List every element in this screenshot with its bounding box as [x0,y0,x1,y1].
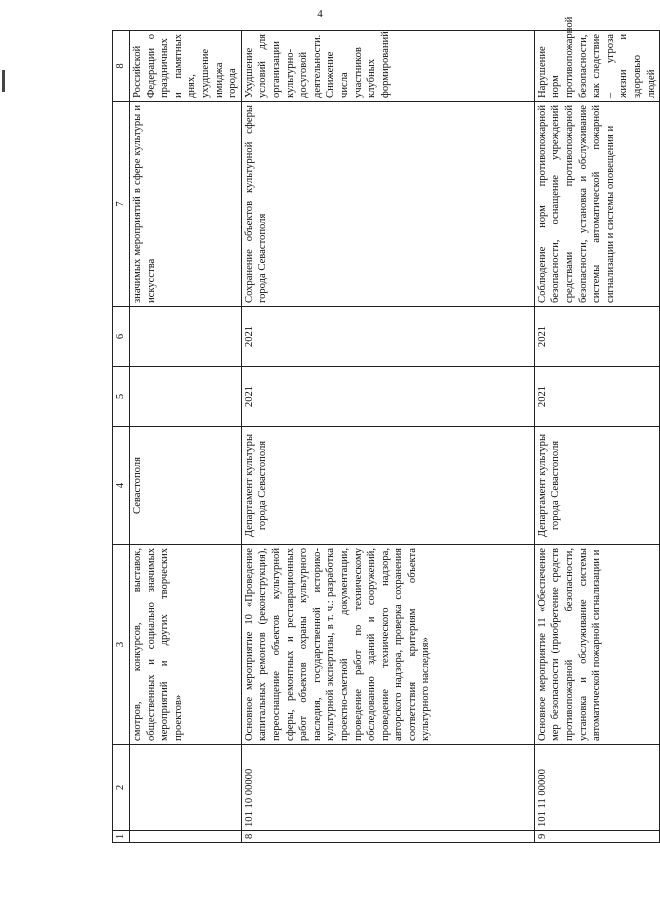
executor: Севастополя [130,427,242,545]
start-year: 2021 [534,367,659,427]
column-header-2: 2 [113,745,130,831]
end-year: 2021 [241,307,534,367]
column-header-7: 7 [113,102,130,307]
expected-result: Соблюдение норм противопожарной безопасности, оснащение учреждений средствами противопожарной безопасности, установка и обслуживание системы автоматической пожарной сигнализации и системы оповещения и [534,102,659,307]
event-description: Основное мероприятие 10 «Проведение капитальных ремонтов (реконструкция), переоснащение объектов культурной сферы, ремонтных и реставрационных работ объектов охраны культурного наследия, государственной историко-культурной экспертизы, в т. ч.: разработка проектно-сметной документации, проведение работ по техническому обследованию зданий и сооружений, проведение технического надзора, авторского надзора, проверка сохранения соответствия критериям объекта культурного наследия» [241,545,534,745]
event-description: смотров, конкурсов, выставок, общественных и социально значимых мероприятий и других творческих проектов» [130,545,242,745]
budget-code: 101 11 00000 [534,745,659,831]
scan-edge-mark [2,70,5,92]
table-row [130,31,242,843]
rotated-table-container [112,16,657,843]
executor: Департамент культуры города Севастополя [534,427,659,545]
consequence: Нарушение норм противопожарной безопасности, как следствие – угроза жизни и здоровью людей [534,31,659,102]
row-number: 8 [241,831,534,843]
header-row [113,31,130,843]
start-year [130,367,242,427]
start-year: 2021 [241,367,534,427]
table-row [534,31,659,843]
executor: Департамент культуры города Севастополя [241,427,534,545]
expected-result: значимых мероприятий в сфере культуры и искусства [130,102,242,307]
row-number [130,831,242,843]
column-header-8: 8 [113,31,130,102]
column-header-5: 5 [113,367,130,427]
event-description: Основное мероприятие 11 «Обеспечение мер безопасности (приобретение средств противопожарной безопасности, установка и обслуживание системы автоматической пожарной сигнализации и [534,545,659,745]
row-number: 9 [534,831,659,843]
column-header-4: 4 [113,427,130,545]
budget-code [130,745,242,831]
expected-result: Сохранение объектов культурной сферы города Севастополя [241,102,534,307]
consequence: Российской Федерации о праздничных и памятных днях, ухудшение имиджа города [130,31,242,102]
end-year: 2021 [534,307,659,367]
consequence: Ухудшение условий для организации культурно-досуговой деятельности. Снижение числа участников клубных формирований [241,31,534,102]
column-header-3: 3 [113,545,130,745]
budget-code: 101 10 00000 [241,745,534,831]
events-table [112,16,660,843]
column-header-6: 6 [113,307,130,367]
page-number: 4 [317,8,323,20]
end-year [130,307,242,367]
table-row [241,31,534,843]
column-header-1: 1 [113,831,130,843]
